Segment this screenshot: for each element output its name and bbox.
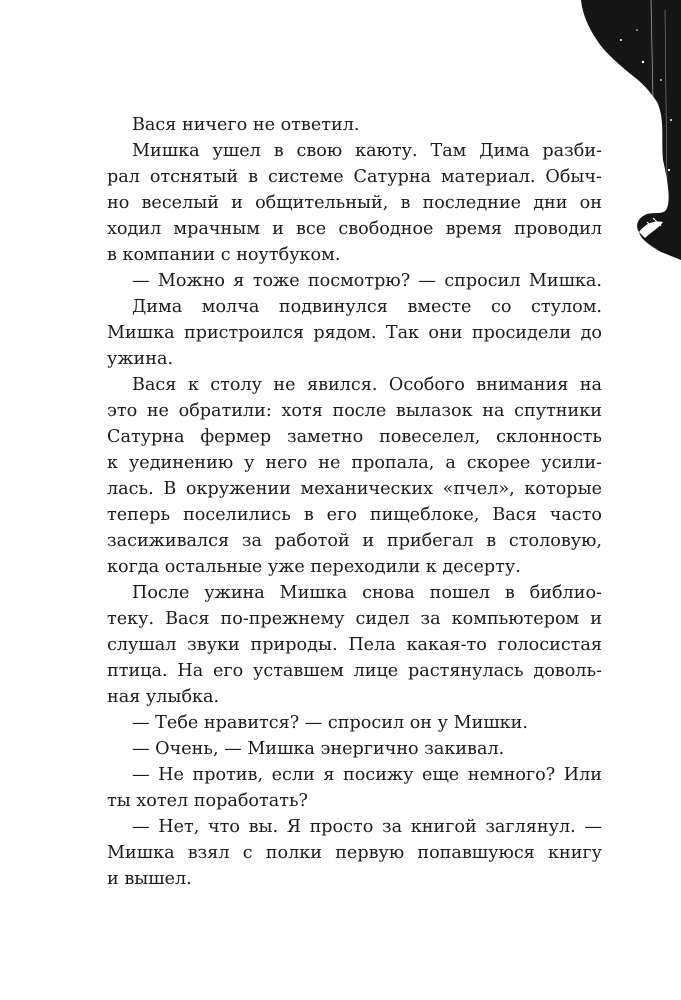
text-line: но веселый и общительный, в последние дни он [107,193,602,213]
text-line: теперь поселились в его пищеблоке, Вася часто [107,505,602,525]
text-line: — Не против, если я посижу еще немного? Или [132,765,602,785]
text-line: Мишка взял с полки первую попавшуюся книгу [107,843,602,863]
text-line: ты хотел поработать? [107,791,308,811]
text-line: — Можно я тоже посмотрю? — спросил Мишка. [132,271,602,291]
text-line: в компании с ноутбуком. [107,245,341,265]
text-line: птица. На его уставшем лице растянулась доволь- [107,661,602,681]
text-line: Мишка ушел в свою каюту. Там Дима разби- [132,141,602,161]
text-line: — Нет, что вы. Я просто за книгой заглянул. — [132,817,602,837]
text-line: ужина. [107,349,174,369]
text-line: После ужина Мишка снова пошел в библио- [132,583,602,603]
text-line: теку. Вася по-прежнему сидел за компьютером и [107,609,602,629]
text-line: слушал звуки природы. Пела какая-то голосистая [107,635,602,655]
text-line: и вышел. [107,869,192,889]
text-line: ная улыбка. [107,687,220,707]
text-line: ходил мрачным и все свободное время проводил [107,219,602,239]
text-line: — Тебе нравится? — спросил он у Мишки. [132,713,528,733]
text-line: засиживался за работой и прибегал в столовую, [107,531,602,551]
text-line: Сатурна фермер заметно повеселел, склонность [107,427,602,447]
text-line: к уединению у него не пропала, а скорее усили- [107,453,602,473]
text-line: лась. В окружении механических «пчел», которые [107,479,602,499]
text-line: Вася ничего не ответил. [132,115,360,135]
text-line: — Очень, — Мишка энергично закивал. [132,739,505,759]
text-line: когда остальные уже переходили к десерту. [107,557,521,577]
text-line: Вася к столу не явился. Особого внимания на [132,375,602,395]
text-line: Мишка пристроился рядом. Так они просидели до [107,323,602,343]
text-line: Дима молча подвинулся вместе со стулом. [132,297,602,317]
text-line: рал отснятый в системе Сатурна материал. Обыч- [107,167,602,187]
text-line: это не обратили: хотя после вылазок на спутники [107,401,602,421]
